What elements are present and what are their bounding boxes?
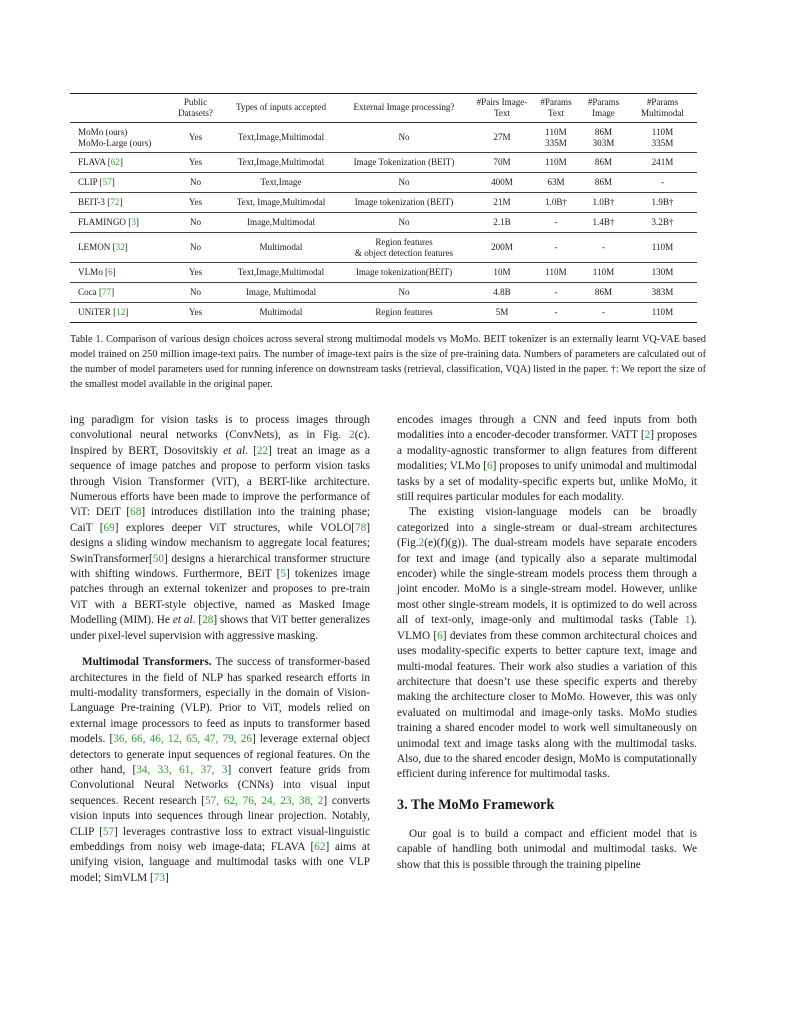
cell-model: VLMo [6] — [78, 267, 116, 277]
cell-params-image: - — [601, 307, 606, 317]
cell-params-text: - — [554, 217, 558, 227]
cell-inputs: Text, Image,Multimodal — [236, 197, 326, 207]
params-image-base: 86M — [594, 126, 613, 137]
citation-link[interactable]: 5 — [280, 568, 287, 581]
cell-params-image: 86M — [594, 157, 613, 167]
cell-external: No — [398, 217, 410, 227]
model-name: UNiTER [ — [78, 307, 117, 317]
comparison-table-wrapper — [70, 93, 697, 323]
cell-params-multimodal: - — [660, 177, 665, 187]
cell-public: No — [189, 217, 202, 227]
citation-link[interactable]: 57, 62, 76, 24, 23, 38, 2 — [205, 794, 324, 807]
cell-public: Yes — [188, 132, 203, 142]
cell-params-text — [533, 123, 579, 153]
cell-params-image: 86M — [594, 287, 613, 297]
cell-pairs: 5M — [495, 307, 509, 317]
figure-link[interactable]: 2 — [349, 429, 355, 442]
paragraph-vatt: encodes images through a CNN and feed inputs from both modalities into a encoder-decoder transformer. VATT [2] proposes a modality-agnostic transformer to align features from different modalities; VLMo [6] proposes to unify unimodal and multimodal tasks by a set of modality-specific experts but, unlike MoMo, it still requires particular modules for each modality. — [397, 414, 697, 504]
cell-external: Image Tokenization (BEIT) — [353, 157, 455, 167]
table-row — [70, 303, 697, 323]
cell-public: Yes — [188, 307, 203, 317]
cell-inputs: Multimodal — [259, 307, 303, 317]
header-public: Public Datasets? — [178, 96, 213, 118]
cell-public: No — [189, 242, 202, 252]
params-mm-large: 335M — [651, 137, 674, 148]
cell-external — [337, 233, 471, 263]
header-params-multimodal: #Params Multimodal — [641, 96, 684, 118]
cell-params-image: 1.0B† — [592, 197, 615, 207]
citation-link[interactable]: 2 — [644, 429, 651, 442]
cell-params-image: 86M — [594, 177, 613, 187]
table-row — [70, 233, 697, 263]
citation-link[interactable]: 73 — [153, 871, 165, 884]
table-header-row — [70, 94, 697, 123]
citation-link[interactable]: 68 — [130, 506, 142, 519]
model-name: MoMo (ours) — [78, 126, 128, 137]
cell-params-multimodal: 383M — [651, 287, 674, 297]
table-row — [70, 263, 697, 283]
table-row — [70, 123, 697, 153]
table-row — [70, 173, 697, 193]
cell-pairs: 2.1B — [493, 217, 511, 227]
cell-params-multimodal: 1.9B† — [651, 197, 674, 207]
cell-inputs: Multimodal — [259, 242, 303, 252]
paragraph-heading: Multimodal Transformers. — [82, 656, 212, 669]
model-name: LEMON [ — [78, 242, 116, 252]
cell-public: No — [189, 287, 202, 297]
cell-params-text: - — [554, 242, 558, 252]
citation-link[interactable]: 6 — [487, 460, 493, 473]
external-line-1: Region features — [375, 236, 433, 247]
cell-pairs: 70M — [493, 157, 511, 167]
cell-external: Region features — [375, 307, 433, 317]
cell-params-image: - — [601, 242, 606, 252]
cell-model: LEMON [32] — [78, 242, 128, 252]
model-name: FLAMINGO [ — [78, 217, 132, 227]
table-row — [70, 213, 697, 233]
paragraph-multimodal-transformers: Multimodal Transformers. The success of transformer-based architectures in the field of NLP has sparked research efforts in multi-modality transformers, especially in the domain of Vision-Language Pre-training (VLP). Prior to ViT, models relied on external image processors to feed as inputs to transformer based models. [36, 66, 46, 12, 65, 47, 79, 26] leverage external object detectors to generate input sequences of regional features. On the other hand, [34, 33, 61, 37, 3] convert feature grids from Convolutional Neural Networks (CNNs) into visual input sequences. Recent research [57, 62, 76, 24, 23, 38, 2] converts vision inputs into sequences through linear projection. Notably, CLIP [57] leverages contrastive loss to extract visual-linguistic embeddings from noisy web image-data; FLAVA [62] aims at unifying vision, language and multimodal tasks with one VLP model; SimVLM [73] — [70, 656, 371, 884]
model-name: CLIP [ — [78, 177, 103, 187]
citation-link[interactable]: 6 — [108, 267, 113, 277]
citation-link[interactable]: 72 — [110, 197, 120, 207]
cell-model: FLAVA [62] — [78, 157, 123, 167]
cell-external: No — [398, 287, 410, 297]
cell-public: No — [189, 177, 202, 187]
header-params-text: #Params Text — [540, 96, 572, 118]
cell-model: BEIT-3 [72] — [78, 197, 123, 207]
citation-link[interactable]: 62 — [110, 157, 120, 167]
right-column — [397, 413, 697, 873]
cell-pairs: 4.8B — [493, 287, 511, 297]
citation-link[interactable]: 12 — [116, 307, 126, 317]
cell-external: Image tokenization(BEIT) — [355, 267, 453, 277]
cell-public: Yes — [188, 157, 203, 167]
cell-params-text: - — [554, 287, 558, 297]
comparison-table — [70, 93, 697, 323]
cell-external: No — [398, 177, 410, 187]
left-column — [70, 413, 370, 886]
table-row — [70, 153, 697, 173]
citation-link[interactable]: 69 — [103, 521, 115, 534]
citation-link[interactable]: 57 — [102, 825, 115, 838]
header-model — [70, 94, 166, 123]
cell-pairs: 10M — [493, 267, 511, 277]
cell-params-multimodal: 3.2B† — [651, 217, 674, 227]
cell-params-text: 1.0B† — [545, 197, 567, 207]
params-image-large: 303M — [592, 137, 615, 148]
citation-link[interactable]: 78 — [355, 521, 367, 534]
header-external: External Image processing? — [353, 102, 455, 112]
cell-model: UNiTER [12] — [78, 307, 129, 317]
citation-link[interactable]: 22 — [256, 444, 269, 457]
citation-link[interactable]: 57 — [102, 177, 112, 187]
paragraph-vit: ing paradigm for vision tasks is to process images through convolutional neural networks (ConvNets), as in Fig. 2(c). Inspired by BERT, Dosovitskiy et al. [22] treat an image as a sequence of image patches and propose to perform vision tasks through Vision Transformer (ViT), a BERT-like architecture. Numerous efforts have been made to improve the performance of ViT: DEiT [68] introduces distillation into the training phase; CaiT [69] explores deeper ViT structures, while VOLO[78] designs a sliding window mechanism to aggregate local features; SwinTransformer[50] designs a hierarchical transformer structure with shifting windows. Furthermore, BEiT [5] tokenizes image patches through an external tokenizer and proposes to pre-train ViT with a BERT-style objective, named as Masked Image Modelling (MIM). He et al. [28] shows that ViT better generalizes under pixel-level supervision with aggressive masking. — [70, 414, 370, 642]
external-line-2: & object detection features — [354, 247, 454, 258]
cell-public: Yes — [188, 267, 203, 277]
cell-params-text: 63M — [547, 177, 565, 187]
cell-pairs: 27M — [493, 132, 511, 142]
cell-inputs: Text,Image,Multimodal — [237, 157, 325, 167]
model-name-large: MoMo-Large (ours) — [78, 137, 152, 148]
cell-inputs: Text,Image,Multimodal — [237, 267, 325, 277]
paragraph-vision-language-models: The existing vision-language models can be broadly categorized into a single-stream or dual-stream architectures (Fig.2(e)(f)(g)). The dual-stream models have separate encoders for text and image (and typically also a separate multimodal encoder) while the single-stream models process them through a joint encoder. MoMo is a single-stream model. However, unlike most other single-stream models, it is optimized to do well across all of text-only, image-only and multimodal tasks (Table 1). VLMO [6] deviates from these common architectural choices and uses modality-specific experts to better capture text, image and multi-modal features. Their work also studies a variation of this architecture that doesn’t use these specific experts and thereby making the architecture closer to MoMo. However, this was only evaluated on multimodal and image-only tasks. MoMo studies training a shared encoder model to work well simultaneously on unimodal text and image tasks along with the multimodal tasks. Also, due to the shared encoder design, MoMo is computationally efficient during inference for multimodal tasks. — [397, 506, 697, 781]
citation-link[interactable]: 62 — [314, 840, 326, 853]
cell-params-image — [579, 123, 628, 153]
cell-inputs: Text,Image — [260, 177, 302, 187]
paragraph-framework: Our goal is to build a compact and efficient model that is capable of handling both unimodal and multimodal tasks. We show that this is possible through the training pipeline — [397, 827, 697, 871]
table-row — [70, 193, 697, 213]
cell-params-multimodal: 241M — [651, 157, 674, 167]
citation-link[interactable]: 34, 33, 61, 37, 3 — [136, 763, 228, 776]
cell-params-multimodal: 110M — [651, 307, 674, 317]
params-text-base: 110M — [545, 126, 567, 137]
cell-pairs: 200M — [491, 242, 513, 252]
citation-link[interactable]: 28 — [202, 614, 214, 627]
header-pairs: #Pairs Image-Text — [476, 96, 528, 118]
figure-link[interactable]: 2 — [418, 537, 425, 550]
cell-external: Image tokenization (BEIT) — [354, 197, 454, 207]
cell-params-multimodal: 130M — [651, 267, 674, 277]
citation-link[interactable]: 3 — [131, 217, 136, 227]
cell-model: FLAMINGO [3] — [78, 217, 139, 227]
cell-params-text: - — [554, 307, 558, 317]
citation-link[interactable]: 77 — [102, 287, 112, 297]
header-inputs: Types of inputs accepted — [235, 102, 327, 112]
table-row — [70, 283, 697, 303]
citation-link[interactable]: 6 — [437, 629, 443, 642]
header-params-image: #Params Image — [587, 96, 620, 118]
cell-params-image: 1.4B† — [592, 217, 615, 227]
params-text-large: 335M — [545, 137, 567, 148]
cell-params-image: 110M — [592, 267, 615, 277]
params-mm-base: 110M — [651, 126, 674, 137]
cell-model — [70, 123, 166, 153]
section-heading: 3. The MoMo Framework — [397, 796, 555, 813]
cell-params-multimodal: 110M — [651, 242, 674, 252]
cell-pairs: 21M — [493, 197, 511, 207]
cell-params-text: 110M — [545, 157, 567, 167]
citation-link[interactable]: 32 — [115, 242, 125, 252]
model-name: VLMo [ — [78, 267, 109, 277]
table-caption: Table 1. Comparison of various design choices across several strong multimodal models vs MoMo. BEIT tokenizer is an externally learnt VQ-VAE based model trained on 250 million image-text pairs. The number of image-text pairs is the size of pre-training data. Numbers of parameters are calculated out of the number of model parameters used for running inference on downstream tasks (retrieval, classification, VQA) listed in the paper. †: We report the size of the smallest model available in the original paper. — [70, 334, 706, 390]
citation-link[interactable]: 36, 66, 46, 12, 65, 47, 79, 26 — [113, 733, 252, 746]
cell-pairs: 400M — [491, 177, 513, 187]
table-link[interactable]: 1 — [684, 614, 691, 627]
cell-model: CLIP [57] — [78, 177, 115, 187]
model-name: Coca [ — [78, 287, 102, 297]
cell-public: Yes — [188, 197, 203, 207]
citation-link[interactable]: 50 — [152, 552, 164, 565]
model-name: BEIT-3 [ — [78, 197, 111, 207]
model-name: FLAVA [ — [78, 157, 111, 167]
cell-inputs: Image,Multimodal — [247, 217, 315, 227]
cell-external: No — [398, 132, 410, 142]
cell-inputs: Text,Image,Multimodal — [237, 132, 325, 142]
cell-params-text: 110M — [545, 267, 567, 277]
cell-model: Coca [77] — [78, 287, 115, 297]
cell-params-multimodal — [628, 123, 697, 153]
cell-inputs: Image, Multimodal — [245, 287, 317, 297]
